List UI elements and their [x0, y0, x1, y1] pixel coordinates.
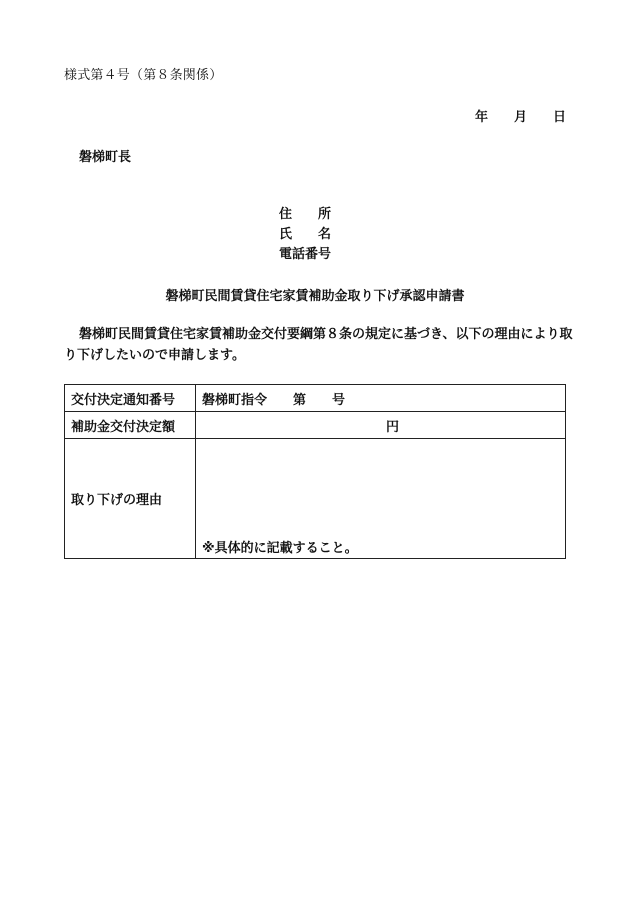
withdrawal-reason-field[interactable] [196, 439, 566, 559]
table-row [65, 412, 566, 439]
body-text: 磐梯町民間賃貸住宅家賃補助金交付要綱第８条の規定に基づき、以下の理由により取り下げしたいので申請します。 [64, 327, 573, 363]
table-row [65, 385, 566, 412]
document-title: 磐梯町民間賃貸住宅家賃補助金取り下げ承認申請書 [165, 289, 465, 304]
grant-amount-label: 補助金交付決定額 [65, 412, 196, 439]
application-table [64, 384, 566, 559]
addressee: 磐梯町長 [79, 150, 132, 165]
phone-label: 電話番号 [279, 247, 332, 262]
applicant-block [279, 205, 331, 265]
notice-number-field[interactable]: 磐梯町指令 第 号 [196, 385, 566, 412]
name-label: 氏 名 [279, 227, 332, 242]
address-label: 住 所 [279, 207, 332, 222]
withdrawal-reason-label: 取り下げの理由 [65, 439, 196, 559]
reason-note: ※具体的に記載すること。 [202, 541, 358, 556]
grant-amount-field[interactable]: 円 [196, 412, 566, 439]
table-row [65, 439, 566, 559]
date-line: 年 月 日 [474, 110, 566, 125]
notice-number-label: 交付決定通知番号 [65, 385, 196, 412]
form-number: 様式第４号（第８条関係） [64, 68, 223, 83]
